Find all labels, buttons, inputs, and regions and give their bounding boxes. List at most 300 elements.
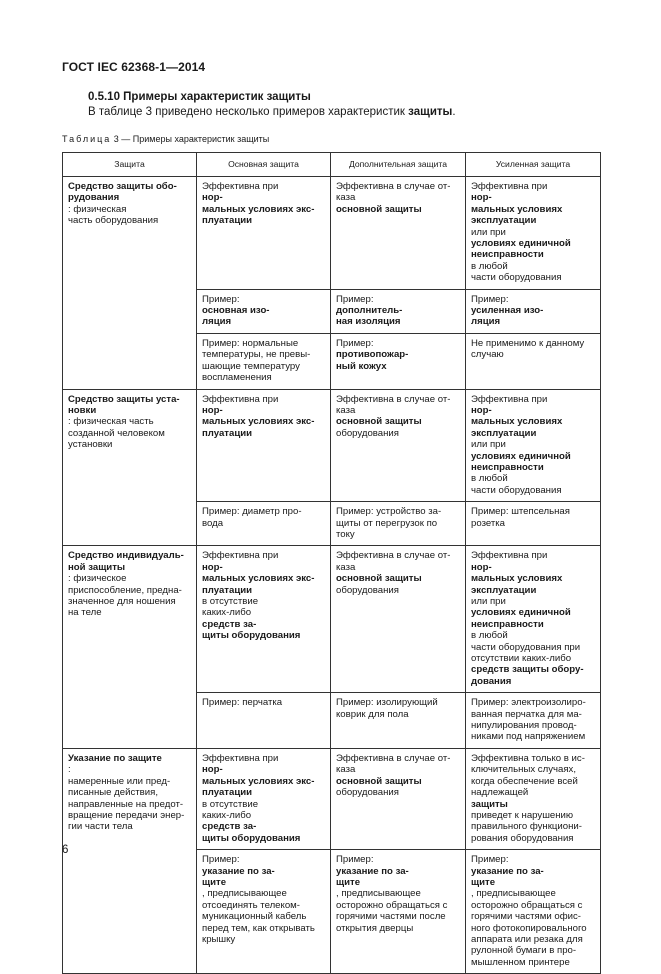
text-run: муникационный кабель — [202, 911, 307, 923]
cell-line — [336, 923, 460, 934]
cell-text — [336, 294, 460, 328]
bold-term: неисправности — [471, 618, 544, 630]
bold-term: нор- — [471, 561, 492, 573]
cell-line — [471, 416, 595, 427]
text-run: розетка — [471, 517, 506, 529]
bold-term: неисправности — [471, 249, 544, 261]
text-run: случаю — [471, 349, 504, 361]
cell-line — [202, 215, 325, 226]
safeguard-cell — [63, 748, 197, 973]
bold-term: защиты — [471, 798, 508, 810]
reinforced-cell — [466, 546, 601, 693]
bold-term: Средство защиты уста- — [68, 393, 180, 405]
cell-line — [336, 697, 460, 708]
cell-line — [471, 349, 595, 360]
cell-text — [68, 181, 191, 227]
cell-line — [336, 338, 460, 361]
text-run: , предписывающее — [202, 888, 287, 900]
text-run: аппарата или резака для — [471, 933, 583, 945]
cell-line — [202, 573, 325, 584]
cell-line — [202, 934, 325, 945]
text-run: вращение передачи энер- — [68, 809, 185, 821]
bold-term: Средство индивидуаль- — [68, 550, 184, 562]
cell-line — [336, 911, 460, 922]
text-run: Эффективна при — [202, 393, 279, 405]
cell-line — [202, 854, 325, 877]
text-run: каза — [336, 764, 356, 776]
cell-text — [471, 506, 595, 529]
cell-text — [471, 294, 595, 328]
supplementary-cell — [331, 693, 466, 749]
bold-term: эксплуатации — [471, 584, 537, 596]
safeguard-cell — [63, 389, 197, 546]
cell-line — [202, 630, 325, 641]
bold-term: эксплуатации — [471, 215, 537, 227]
bold-term: плуатации — [202, 427, 253, 439]
bold-term: мальных условиях экс- — [202, 203, 315, 215]
cell-text — [336, 394, 460, 440]
safeguard-examples-table — [62, 152, 601, 974]
cell-line — [471, 676, 595, 687]
bold-term: эксплуатации — [471, 427, 537, 439]
cell-line — [471, 518, 595, 529]
text-run: : физическая часть — [68, 416, 154, 428]
cell-line — [336, 550, 460, 561]
text-run: ного фотокопировального — [471, 922, 587, 934]
text-run: горячими частями офис- — [471, 911, 581, 923]
text-run: правильного функциони- — [471, 821, 582, 833]
column-header-reinforced: Усиленная защита — [466, 153, 601, 177]
cell-text — [202, 697, 325, 708]
cell-line — [68, 776, 191, 787]
cell-line — [471, 294, 595, 317]
table-row — [63, 546, 601, 693]
cell-line — [202, 338, 325, 349]
bold-term: условиях единичной — [471, 450, 571, 462]
cell-line — [471, 709, 595, 720]
text-run: вода — [202, 517, 224, 529]
text-run: Пример: нормальные — [202, 337, 299, 349]
cell-text — [471, 854, 595, 968]
cell-line — [336, 405, 460, 428]
cell-line — [202, 416, 325, 427]
supplementary-cell — [331, 389, 466, 502]
bold-term: щите — [336, 876, 361, 888]
table-row — [63, 389, 601, 502]
cell-line — [471, 215, 595, 238]
supplementary-cell — [331, 850, 466, 974]
text-run: Эффективна в случае от- — [336, 550, 451, 562]
basic-cell — [197, 289, 331, 333]
cell-line — [471, 821, 595, 832]
text-run: ключительных случаях, — [471, 764, 576, 776]
text-run: отсоединять телеком- — [202, 899, 300, 911]
bold-term: нор- — [202, 404, 223, 416]
text-run: в любой — [471, 260, 508, 272]
cell-line — [471, 338, 595, 349]
cell-line — [471, 428, 595, 451]
cell-text — [471, 338, 595, 361]
table-caption-label: Таблица — [62, 134, 112, 144]
text-run: установки — [68, 439, 113, 451]
cell-line — [471, 249, 595, 272]
bold-term: нор- — [471, 192, 492, 204]
text-run: приспособление, предна- — [68, 584, 182, 596]
cell-text — [336, 181, 460, 215]
reinforced-cell — [466, 289, 601, 333]
cell-line — [68, 405, 191, 428]
cell-line — [336, 764, 460, 787]
cell-line — [471, 485, 595, 496]
bold-term: щите — [471, 876, 496, 888]
bold-term: плуатации — [202, 215, 253, 227]
cell-text — [336, 338, 460, 372]
text-run: на теле — [68, 607, 102, 619]
table-body — [63, 177, 601, 974]
cell-line — [471, 957, 595, 968]
supplementary-cell — [331, 289, 466, 333]
cell-line — [202, 911, 325, 922]
cell-text — [68, 550, 191, 618]
text-run: в отсутствие — [202, 596, 259, 607]
text-run: открытия дверцы — [336, 922, 414, 934]
text-run: Эффективна при — [471, 181, 548, 192]
cell-line — [471, 506, 595, 517]
table-row — [63, 177, 601, 290]
reinforced-cell — [466, 850, 601, 974]
bold-term: основной защиты — [336, 573, 422, 585]
text-run: или при — [471, 439, 506, 451]
cell-text — [336, 697, 460, 720]
cell-line — [471, 204, 595, 215]
page-number: 6 — [62, 844, 69, 856]
text-run: созданной человеком — [68, 427, 165, 439]
cell-text — [471, 394, 595, 497]
bold-term: рудования — [68, 192, 120, 204]
text-run: : физическое — [68, 573, 127, 585]
text-run: коврик для пола — [336, 708, 409, 720]
bold-term: ная изоляция — [336, 316, 401, 328]
intro-text: В таблице 3 приведено несколько примеров характеристик — [88, 106, 409, 118]
bold-term: мальных условиях — [471, 416, 563, 428]
cell-line — [68, 753, 191, 776]
text-run: отсутствии каких-либо — [471, 653, 572, 665]
text-run: току — [336, 528, 355, 540]
text-run: крышку — [202, 933, 236, 945]
text-run: Эффективна при — [471, 393, 548, 405]
cell-text — [336, 753, 460, 799]
text-run: : — [68, 764, 71, 776]
reinforced-cell — [466, 333, 601, 389]
cell-text — [202, 394, 325, 440]
cell-text — [202, 550, 325, 641]
cell-line — [336, 709, 460, 720]
intro-suffix: . — [452, 106, 456, 118]
bold-term: Указание по защите — [68, 752, 162, 764]
text-run: Эффективна при — [202, 550, 279, 562]
text-run: Пример: — [202, 293, 240, 305]
text-run: Пример: диаметр про- — [202, 506, 302, 518]
bold-term: щите — [202, 876, 227, 888]
basic-cell — [197, 546, 331, 693]
text-run: оборудования — [336, 584, 399, 596]
basic-cell — [197, 502, 331, 546]
cell-line — [471, 607, 595, 618]
cell-line — [336, 361, 460, 372]
intro-bold-term: защиты — [408, 106, 453, 118]
cell-line — [202, 776, 325, 787]
text-run: Эффективна при — [471, 550, 548, 562]
cell-line — [68, 799, 191, 810]
text-run: Пример: изолирующий — [336, 697, 438, 709]
reinforced-cell — [466, 502, 601, 546]
cell-line — [336, 294, 460, 317]
cell-line — [471, 720, 595, 731]
text-run: части оборудования — [471, 484, 562, 496]
bold-term: средств защиты обору- — [471, 664, 584, 676]
supplementary-cell — [331, 502, 466, 546]
cell-line — [202, 585, 325, 608]
basic-cell — [197, 333, 331, 389]
cell-line — [202, 900, 325, 911]
cell-text — [68, 394, 191, 451]
column-header-basic: Основная защита — [197, 153, 331, 177]
text-run: части оборудования — [471, 272, 562, 284]
cell-line — [471, 764, 595, 775]
text-run: когда обеспечение всей — [471, 775, 578, 787]
cell-line — [202, 394, 325, 417]
cell-line — [471, 451, 595, 462]
cell-line — [202, 316, 325, 327]
text-run: перед тем, как открывать — [202, 922, 315, 934]
basic-cell — [197, 850, 331, 974]
cell-line — [202, 372, 325, 383]
text-run: Эффективна при — [202, 752, 279, 764]
cell-line — [202, 697, 325, 708]
supplementary-cell — [331, 546, 466, 693]
table-row — [63, 748, 601, 849]
basic-cell — [197, 748, 331, 849]
basic-cell — [197, 693, 331, 749]
cell-text — [336, 550, 460, 596]
bold-term: мальных условиях — [471, 573, 563, 585]
cell-line — [471, 877, 595, 900]
bold-term: указание по за- — [471, 865, 544, 877]
cell-line — [471, 462, 595, 485]
text-run: воспламенения — [202, 372, 272, 384]
cell-line — [68, 192, 191, 215]
text-run: Пример: — [202, 854, 240, 866]
cell-text — [336, 854, 460, 934]
cell-line — [202, 294, 325, 317]
bold-term: мальных условиях экс- — [202, 573, 315, 585]
cell-text — [471, 550, 595, 687]
cell-line — [471, 573, 595, 584]
cell-line — [202, 607, 325, 630]
cell-line — [336, 181, 460, 192]
cell-line — [336, 787, 460, 798]
text-run: Пример: — [471, 293, 509, 305]
text-run: оборудования — [336, 787, 399, 799]
text-run: каких-либо — [202, 607, 252, 619]
cell-line — [336, 529, 460, 540]
cell-line — [68, 215, 191, 226]
cell-line — [202, 506, 325, 517]
cell-line — [471, 550, 595, 573]
cell-text — [471, 753, 595, 844]
text-run: в любой — [471, 630, 508, 642]
text-run: Пример: электроизолиро- — [471, 697, 586, 709]
text-run: Эффективна только в ис- — [471, 752, 585, 764]
cell-line — [336, 562, 460, 585]
cell-line — [202, 877, 325, 900]
cell-line — [68, 394, 191, 405]
cell-line — [202, 204, 325, 215]
cell-text — [202, 854, 325, 945]
cell-line — [68, 439, 191, 450]
document-header: ГОСТ IEC 62368-1—2014 — [62, 60, 206, 74]
text-run: каза — [336, 192, 356, 204]
text-run: осторожно обращаться с — [336, 899, 448, 911]
cell-line — [471, 945, 595, 956]
text-run: части оборудования при — [471, 641, 581, 653]
text-run: рулонной бумаги в про- — [471, 945, 577, 957]
safeguard-cell — [63, 546, 197, 749]
cell-text — [202, 506, 325, 529]
cell-line — [336, 877, 460, 900]
text-run: каких-либо — [202, 809, 252, 821]
cell-line — [336, 518, 460, 529]
bold-term: ной защиты — [68, 561, 126, 573]
text-run: никами под напряжением — [471, 731, 586, 743]
table-caption — [62, 134, 269, 144]
bold-term: средств за- — [202, 618, 257, 630]
bold-term: указание по за- — [202, 865, 275, 877]
text-run: гии части тела — [68, 821, 133, 833]
cell-line — [336, 394, 460, 405]
cell-line — [471, 272, 595, 283]
text-run: Пример: устройство за- — [336, 506, 442, 518]
cell-line — [68, 821, 191, 832]
text-run: в любой — [471, 473, 508, 485]
cell-line — [471, 697, 595, 708]
bold-term: Средство защиты обо- — [68, 181, 177, 192]
cell-line — [202, 810, 325, 833]
bold-term: условиях единичной — [471, 238, 571, 250]
cell-line — [471, 923, 595, 934]
text-run: Эффективна при — [202, 181, 279, 192]
text-run: Пример: — [336, 293, 374, 305]
text-run: Пример: штепсельная — [471, 506, 570, 518]
cell-line — [202, 518, 325, 529]
text-run: Эффективна в случае от- — [336, 752, 451, 764]
cell-text — [471, 181, 595, 284]
bold-term: дования — [471, 675, 512, 687]
bold-term: противопожар- — [336, 349, 409, 361]
bold-term: усиленная изо- — [471, 305, 544, 317]
supplementary-cell — [331, 748, 466, 849]
text-run: Не применимо к данному — [471, 337, 585, 349]
cell-text — [202, 181, 325, 227]
text-run: : физическая — [68, 203, 127, 215]
cell-line — [68, 562, 191, 585]
table-header-row — [63, 153, 601, 177]
text-run: направленные на предот- — [68, 798, 184, 810]
bold-term: основная изо- — [202, 305, 270, 317]
text-run: или при — [471, 596, 506, 607]
cell-line — [471, 394, 595, 417]
text-run: осторожно обращаться с — [471, 899, 583, 911]
cell-line — [336, 192, 460, 215]
cell-line — [202, 181, 325, 204]
text-run: приведет к нарушению — [471, 809, 574, 821]
cell-line — [471, 833, 595, 844]
cell-line — [471, 934, 595, 945]
text-run: каза — [336, 404, 356, 416]
cell-line — [471, 238, 595, 249]
cell-line — [202, 923, 325, 934]
text-run: каза — [336, 561, 356, 573]
bold-term: мальных условиях — [471, 203, 563, 215]
cell-line — [471, 776, 595, 787]
text-run: Эффективна в случае от- — [336, 393, 451, 405]
bold-term: указание по за- — [336, 865, 409, 877]
bold-term: основной защиты — [336, 203, 422, 215]
cell-line — [471, 642, 595, 653]
cell-text — [202, 753, 325, 844]
bold-term: плуатации — [202, 787, 253, 799]
cell-line — [202, 361, 325, 372]
supplementary-cell — [331, 177, 466, 290]
cell-line — [68, 585, 191, 596]
bold-term: плуатации — [202, 584, 253, 596]
cell-line — [336, 585, 460, 596]
cell-line — [471, 316, 595, 327]
bold-term: условиях единичной — [471, 607, 571, 619]
text-run: в отсутствие — [202, 798, 259, 810]
cell-line — [471, 181, 595, 204]
cell-line — [202, 349, 325, 360]
cell-text — [68, 753, 191, 833]
supplementary-cell — [331, 333, 466, 389]
reinforced-cell — [466, 389, 601, 502]
cell-line — [336, 316, 460, 327]
text-run: нипулирования провод- — [471, 720, 577, 732]
bold-term: щиты оборудования — [202, 832, 301, 844]
cell-line — [202, 787, 325, 810]
cell-line — [336, 428, 460, 439]
cell-line — [336, 753, 460, 764]
cell-line — [68, 787, 191, 798]
cell-text — [202, 338, 325, 384]
bold-term: дополнитель- — [336, 305, 403, 317]
cell-text — [471, 697, 595, 743]
text-run: шающие температуру — [202, 360, 300, 372]
cell-line — [68, 596, 191, 607]
bold-term: нор- — [471, 404, 492, 416]
cell-line — [68, 810, 191, 821]
cell-text — [336, 506, 460, 540]
text-run: Пример: — [471, 854, 509, 866]
cell-line — [471, 787, 595, 810]
cell-line — [471, 753, 595, 764]
bold-term: мальных условиях экс- — [202, 775, 315, 787]
text-run: щиты от перегрузок по — [336, 517, 438, 529]
cell-line — [202, 550, 325, 573]
bold-term: ляция — [202, 316, 232, 328]
cell-text — [202, 294, 325, 328]
text-run: горячими частями после — [336, 911, 446, 923]
